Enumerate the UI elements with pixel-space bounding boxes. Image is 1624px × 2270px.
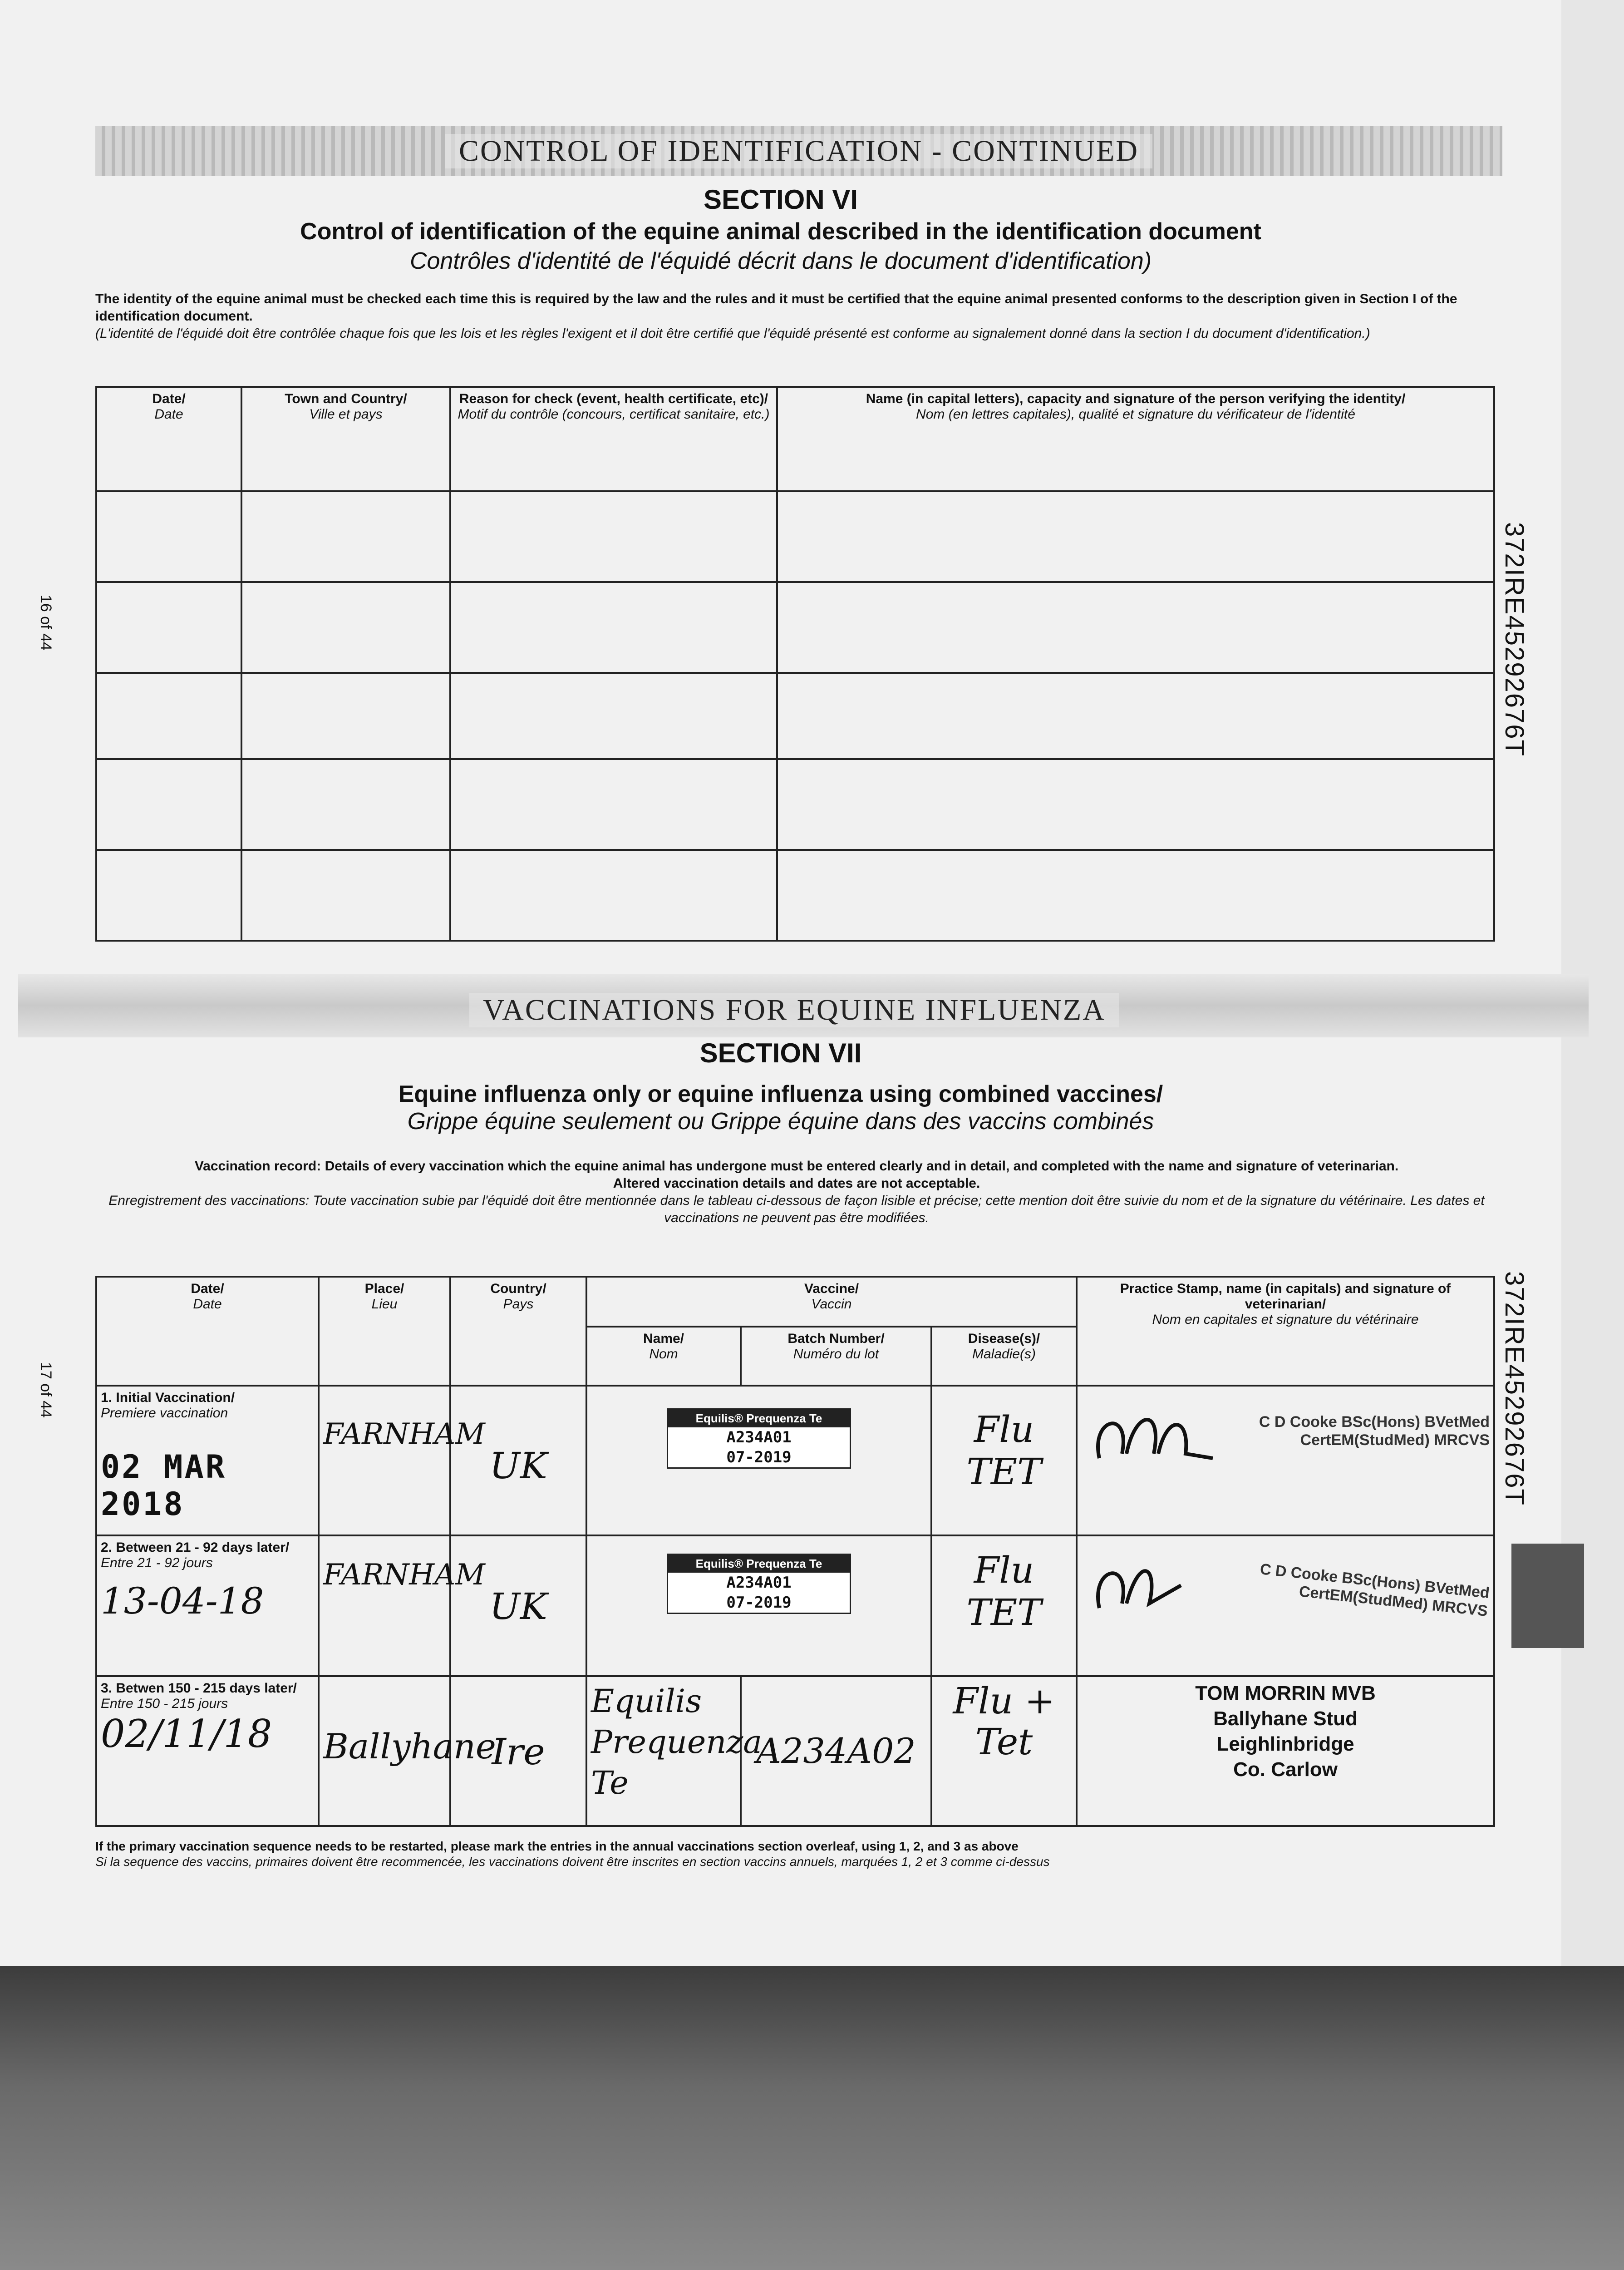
scan-background <box>0 1966 1624 2270</box>
batch-cell: A234A02 <box>741 1676 931 1826</box>
section7-heading-fr: Grippe équine seulement ou Grippe équine dans des vaccins combinés <box>407 1108 1154 1135</box>
country-cell: UK <box>450 1535 586 1676</box>
col-vaccine: Vaccine/ Vaccin <box>586 1277 1077 1327</box>
disease-cell: Flu TET <box>931 1386 1077 1535</box>
disease-cell: Flu TET <box>931 1535 1077 1676</box>
page-number-top: 16 of 44 <box>37 595 54 651</box>
col-town-country: Town and Country/ Ville et pays <box>241 387 450 491</box>
table-row <box>96 582 1494 673</box>
side-id-code-bottom: 372IRE45292676T <box>1500 1271 1529 1506</box>
vaccine-label-sticker: Equilis® Prequenza Te A234A01 07-2019 <box>667 1408 851 1469</box>
row-date-cell: 2. Between 21 - 92 days later/ Entre 21 - 92 jours 13-04-18 <box>96 1535 319 1676</box>
section6-heading-en: Control of identification of the equine animal described in the identification document <box>300 218 1261 245</box>
row-date-cell: 1. Initial Vaccination/ Premiere vaccination 02 MAR 2018 <box>96 1386 319 1535</box>
country-cell: UK <box>450 1386 586 1535</box>
col-disease: Disease(s)/ Maladie(s) <box>931 1327 1077 1386</box>
section6-heading-fr: Contrôles d'identité de l'équidé décrit dans le document d'identification) <box>409 248 1152 274</box>
place-cell: FARNHAM <box>319 1386 450 1535</box>
identity-check-table <box>95 386 1495 942</box>
col-place: Place/ Lieu <box>319 1277 450 1386</box>
section7-banner: VACCINATIONS FOR EQUINE INFLUENZA <box>318 985 1271 1035</box>
vaccine-label-sticker: Equilis® Prequenza Te A234A01 07-2019 <box>667 1554 851 1614</box>
vet-cell: C D Cooke BSc(Hons) BVetMed CertEM(StudMed) MRCVS <box>1077 1535 1494 1676</box>
vet-practice-stamp: TOM MORRIN MVB Ballyhane Stud Leighlinbridge Co. Carlow <box>1195 1682 1376 1781</box>
section6-banner: CONTROL OF IDENTIFICATION - CONTINUED <box>95 126 1502 176</box>
vet-signature <box>1081 1390 1217 1472</box>
vaccination-footnote: If the primary vaccination sequence needs to be restarted, please mark the entries in the annual vaccinations section overleaf, using 1, 2, and 3 as above Si la sequence des vaccins, primaires doivent être recommencée, les vaccinations doivent être inscrites en section vaccins annuels, marquées 1, 2 et 3 comme ci-dessus <box>95 1839 1050 1869</box>
place-cell: FARNHAM <box>319 1535 450 1676</box>
col-vet: Practice Stamp, name (in capitals) and signature of veterinarian/ Nom en capitales et signature du vétérinaire <box>1077 1277 1494 1386</box>
table-row <box>96 1386 1494 1535</box>
section6-title: SECTION VI <box>703 184 858 215</box>
country-cell: Ire <box>450 1676 586 1826</box>
table-row <box>96 673 1494 759</box>
vet-cell: C D Cooke BSc(Hons) BVetMed CertEM(StudMed) MRCVS <box>1077 1386 1494 1535</box>
col-reason: Reason for check (event, health certificate, etc)/ Motif du contrôle (concours, certificat sanitaire, etc.) <box>450 387 777 491</box>
table-row <box>96 850 1494 941</box>
side-id-code-top: 372IRE45292676T <box>1500 522 1529 757</box>
section7-title: SECTION VII <box>699 1038 862 1068</box>
disease-cell: Flu + Tet <box>931 1676 1077 1826</box>
table-row <box>96 759 1494 850</box>
table-row <box>96 1676 1494 1826</box>
col-vaccine-name: Name/ Nom <box>586 1327 741 1386</box>
row-date-cell: 3. Betwen 150 - 215 days later/ Entre 150 - 215 jours 02/11/18 <box>96 1676 319 1826</box>
vaccine-name-cell: Equilis Prequenza Te <box>586 1676 741 1826</box>
page-tab-marker <box>1511 1544 1584 1648</box>
section6-instructions: The identity of the equine animal must be checked each time this is required by the law and the rules and it must be certified that the equine animal presented conforms to the description given in Section I of the identification document. (L'identité de l'équidé doit être contrôlée chaque fois que les lois et les règles l'exigent et il doit être certifié que l'équidé présenté est conforme au signalement donné dans la section I du document d'identification.) <box>95 291 1457 341</box>
col-country: Country/ Pays <box>450 1277 586 1386</box>
vet-cell <box>1077 1676 1494 1826</box>
vaccine-sticker-cell <box>586 1386 931 1535</box>
place-cell: Ballyhane <box>319 1676 450 1826</box>
table-row <box>96 1535 1494 1676</box>
vaccination-table <box>95 1276 1495 1827</box>
table-row <box>96 491 1494 582</box>
vaccine-sticker-cell <box>586 1535 931 1676</box>
date-stamp: 02 MAR 2018 <box>101 1448 226 1523</box>
section7-instructions: Vaccination record: Details of every vaccination which the equine animal has undergone must be entered clearly and in detail, and completed with the name and signature of veterinarian. Altered vaccination details and dates are not acceptable. Enregistrement des vaccinations: Toute vaccination subie par l'équidé doit être mentionnée dans le tableau ci-dessous de façon lisible et précise; cette mention doit être suivie du nom et de la signature du vétérinaire. Les dates et vaccinations ne peuvent pas être modifiées. <box>108 1159 1485 1225</box>
col-batch: Batch Number/ Numéro du lot <box>741 1327 931 1386</box>
col-verifier: Name (in capital letters), capacity and signature of the person verifying the identity/ Nom (en lettres capitales), qualité et signature du vérificateur de l'identité <box>777 387 1494 491</box>
col-date: Date/ Date <box>96 1277 319 1386</box>
page-number-bottom: 17 of 44 <box>37 1362 54 1418</box>
col-date: Date/ Date <box>96 387 241 491</box>
section7-heading-en: Equine influenza only or equine influenza using combined vaccines/ <box>398 1081 1163 1107</box>
